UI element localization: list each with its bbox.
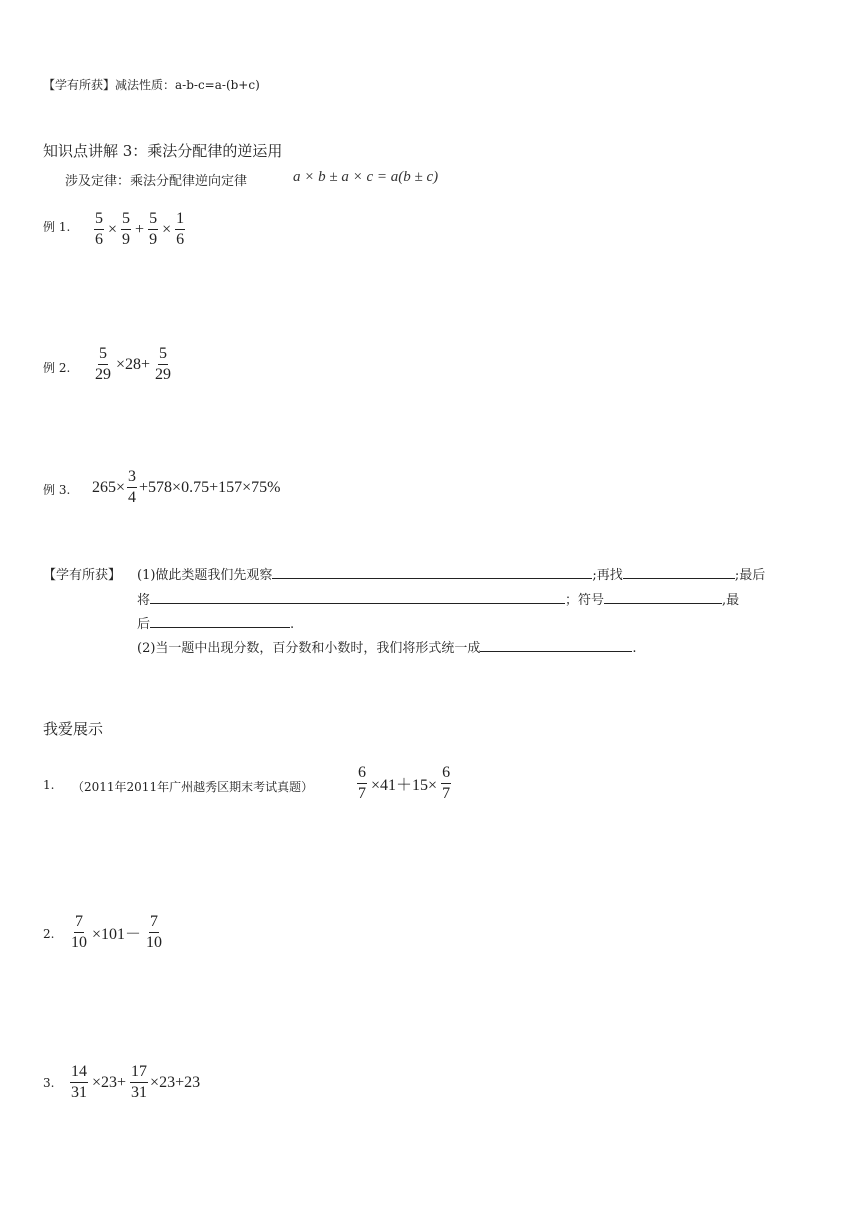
gain-line-4: (2)当一题中出现分数，百分数和小数时，我们将形式统一成 . <box>137 637 637 656</box>
example-1-expression: $\frac{5}{6}$ × $\frac{5}{9}$ + $\frac{5}{9}$ × $\frac{1}{6}$ <box>95 210 185 248</box>
gain-label: 【学有所获】 <box>43 78 116 92</box>
fraction: $\frac{3}{4}$ <box>128 468 137 506</box>
gain-line-1: (1)做此类题我们先观察 ;再找 ;最后 <box>137 564 765 583</box>
problem-1-number: 1. <box>43 778 55 792</box>
section-title: 知识点讲解 3：乘法分配律的逆运用 <box>43 142 283 160</box>
blank[interactable] <box>150 613 290 628</box>
blank[interactable] <box>272 564 592 579</box>
gain-line-top <box>43 76 260 93</box>
show-title: 我爱展示 <box>43 720 104 738</box>
law-formula: a × b ± a × c = a(b ± c) <box>293 169 439 185</box>
problem-1-expression: $\frac{6}{7}$ ×41＋15× $\frac{6}{7}$ <box>358 764 451 802</box>
example-2-expression: $\frac{5}{29}$ ×28+ $\frac{5}{29}$ <box>95 345 172 383</box>
fraction: $\frac{5}{9}$ <box>122 210 131 248</box>
fraction: $\frac{5}{6}$ <box>95 210 103 248</box>
gain-line-2: 将 ；符号 ,最 <box>137 589 739 608</box>
problem-2-number: 2. <box>43 927 55 941</box>
problem-2-expression: $\frac{7}{10}$ ×101－ $\frac{7}{10}$ <box>71 913 163 951</box>
law-label: 涉及定律：乘法分配律逆向定律 <box>65 174 248 189</box>
gain-text: 减法性质：a-b-c=a-(b+c) <box>115 78 260 92</box>
blank[interactable] <box>604 589 722 604</box>
problem-1-note: （2011年2011年广州越秀区期末考试真题） <box>72 780 314 794</box>
example-3-expression: 265× $\frac{3}{4}$ +578×0.75+157×75% <box>92 468 281 506</box>
fraction: $\frac{7}{10}$ <box>71 913 87 951</box>
fraction: $\frac{7}{10}$ <box>146 913 163 951</box>
blank[interactable] <box>150 589 565 604</box>
problem-3-expression: $\frac{14}{31}$ ×23+ $\frac{17}{31}$ ×23+23 <box>71 1063 201 1101</box>
fraction: $\frac{5}{29}$ <box>155 345 172 383</box>
example-3-label: 例 3. <box>43 483 71 497</box>
fraction: $\frac{1}{6}$ <box>176 210 185 248</box>
problem-3-number: 3. <box>43 1076 55 1090</box>
fraction: $\frac{6}{7}$ <box>442 764 451 802</box>
example-2-label: 例 2. <box>43 361 71 375</box>
gain-line-3: 后 . <box>137 613 294 632</box>
blank[interactable] <box>480 637 632 652</box>
fraction: $\frac{5}{9}$ <box>149 210 158 248</box>
fraction: $\frac{17}{31}$ <box>131 1063 148 1101</box>
gain-label-bottom: 【学有所获】 <box>43 568 122 583</box>
fraction: $\frac{14}{31}$ <box>71 1063 87 1101</box>
fraction: $\frac{5}{29}$ <box>95 345 111 383</box>
fraction: $\frac{6}{7}$ <box>358 764 366 802</box>
blank[interactable] <box>623 564 735 579</box>
example-1-label: 例 1. <box>43 220 71 234</box>
